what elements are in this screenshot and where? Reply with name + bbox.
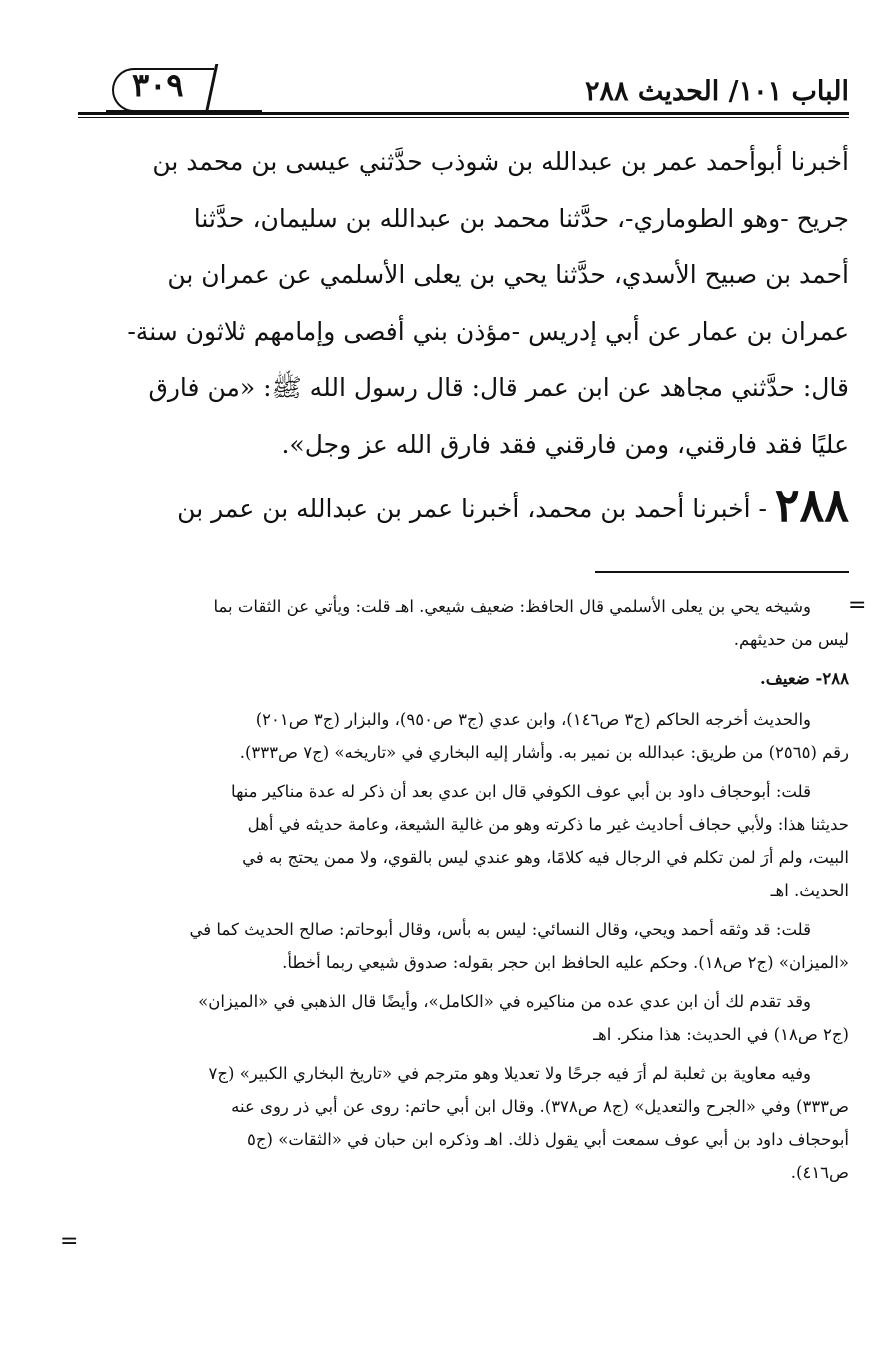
footnote-line: أبوحجاف داود بن أبي عوف سمعت أبي يقول ذلك. اهـ وذكره ابن حبان في «الثقات» (ج٥ xyxy=(247,1130,849,1149)
footnote-paragraph xyxy=(78,775,849,907)
footnote-line: ص٣٣٣) وفي «الجرح والتعديل» (ج٨ ص٣٧٨). وقال ابن أبي حاتم: روى عن أبي ذر روى عنه xyxy=(231,1097,849,1116)
footnote-line: ليس من حديثهم. xyxy=(733,630,849,649)
hadith-start-line xyxy=(78,477,849,537)
footnote-line: (ج٢ ص١٨) في الحديث: هذا منكر. اهـ xyxy=(593,1025,849,1044)
footnote-line: وقد تقدم لك أن ابن عدي عده من مناكيره في «الكامل»، وأيضًا قال الذهبي في «الميزان» xyxy=(198,992,811,1011)
main-line: أخبرنا أبوأحمد عمر بن عبدالله بن شوذب حدَّثني عيسى بن محمد بن xyxy=(152,147,849,176)
footnote-line: قلت: أبوحجاف داود بن أبي عوف الكوفي قال ابن عدي بعد أن ذكر له عدة مناكير منها xyxy=(231,782,811,801)
continuation-mark-bottom: = xyxy=(60,1229,79,1254)
page-number-frame xyxy=(106,64,262,113)
main-line: عليًا فقد فارقني، ومن فارقني فقد فارق الله عز وجل». xyxy=(281,429,849,459)
chapter-title: الباب ١٠١/ الحديث ٢٨٨ xyxy=(585,76,849,107)
header-rule xyxy=(78,112,849,115)
footnote-paragraph xyxy=(78,590,849,656)
footnote-line: «الميزان» (ج٢ ص١٨). وحكم عليه الحافظ ابن حجر بقوله: صدوق شيعي ربما أخطأ. xyxy=(282,953,849,972)
continuation-mark-top: = xyxy=(848,593,867,618)
footnote-line: قلت: قد وثقه أحمد ويحي، وقال النسائي: ليس به بأس، وقال أبوحاتم: صالح الحديث كما في xyxy=(189,920,811,939)
footnote-line: رقم (٢٥٦٥) من طريق: عبدالله بن نمير به. وأشار إليه البخاري في «تاريخه» (ج٧ ص٣٣٣). xyxy=(239,743,849,762)
footnote-line: وشيخه يحي بن يعلى الأسلمي قال الحافظ: ضعيف شيعي. اهـ قلت: ويأتي عن الثقات بما xyxy=(213,597,811,616)
main-line: أحمد بن صبيح الأسدي، حدَّثنا يحي بن يعلى الأسلمي عن عمران بن xyxy=(167,260,849,289)
footnote-paragraph xyxy=(78,985,849,1051)
footnote-line: والحديث أخرجه الحاكم (ج٣ ص١٤٦)، وابن عدي (ج٣ ص٩٥٠)، والبزار (ج٣ ص٢٠١) xyxy=(255,710,811,729)
main-text xyxy=(78,134,849,537)
hadith-text: - أخبرنا أحمد بن محمد، أخبرنا عمر بن عبدالله بن عمر بن xyxy=(177,494,767,523)
footnote-line: الحديث. اهـ xyxy=(770,881,849,900)
footnotes xyxy=(78,590,849,1195)
footnote-paragraph xyxy=(78,913,849,979)
footnote-line: وفيه معاوية بن ثعلبة لم أرَ فيه جرحًا ولا تعديلا وهو مترجم في «تاريخ البخاري الكبير» (ج٧ xyxy=(208,1064,811,1083)
footnote-line: ص٤١٦). xyxy=(790,1163,849,1182)
footnote-separator xyxy=(595,571,849,573)
hadith-number: ٢٨٨ xyxy=(774,478,849,532)
footnote-paragraph xyxy=(78,703,849,769)
page-number: ٣٠٩ xyxy=(132,66,184,104)
hadith-grade: ٢٨٨- ضعيف. xyxy=(760,669,849,688)
footnote-line: حديثنا هذا: ولأبي حجاف أحاديث غير ما ذكرته وهو من غالية الشيعة، وعامة حديثه في أهل xyxy=(247,815,849,834)
header-rule-thin xyxy=(78,117,849,118)
footnote-line: البيت، ولم أرَ لمن تكلم في الرجال فيه كلامًا، وهو عندي ليس بالقوي، ولا ممن يحتج به في xyxy=(242,848,849,867)
main-line: قال: حدَّثني مجاهد عن ابن عمر قال: قال رسول الله ﷺ: «من فارق xyxy=(148,373,849,402)
page-header xyxy=(78,62,849,120)
footnote-paragraph xyxy=(78,1057,849,1189)
main-line: عمران بن عمار عن أبي إدريس -مؤذن بني أفصى وإمامهم ثلاثون سنة- xyxy=(127,316,849,346)
main-line: جريح -وهو الطوماري-، حدَّثنا محمد بن عبدالله بن سليمان، حدَّثنا xyxy=(193,203,849,233)
